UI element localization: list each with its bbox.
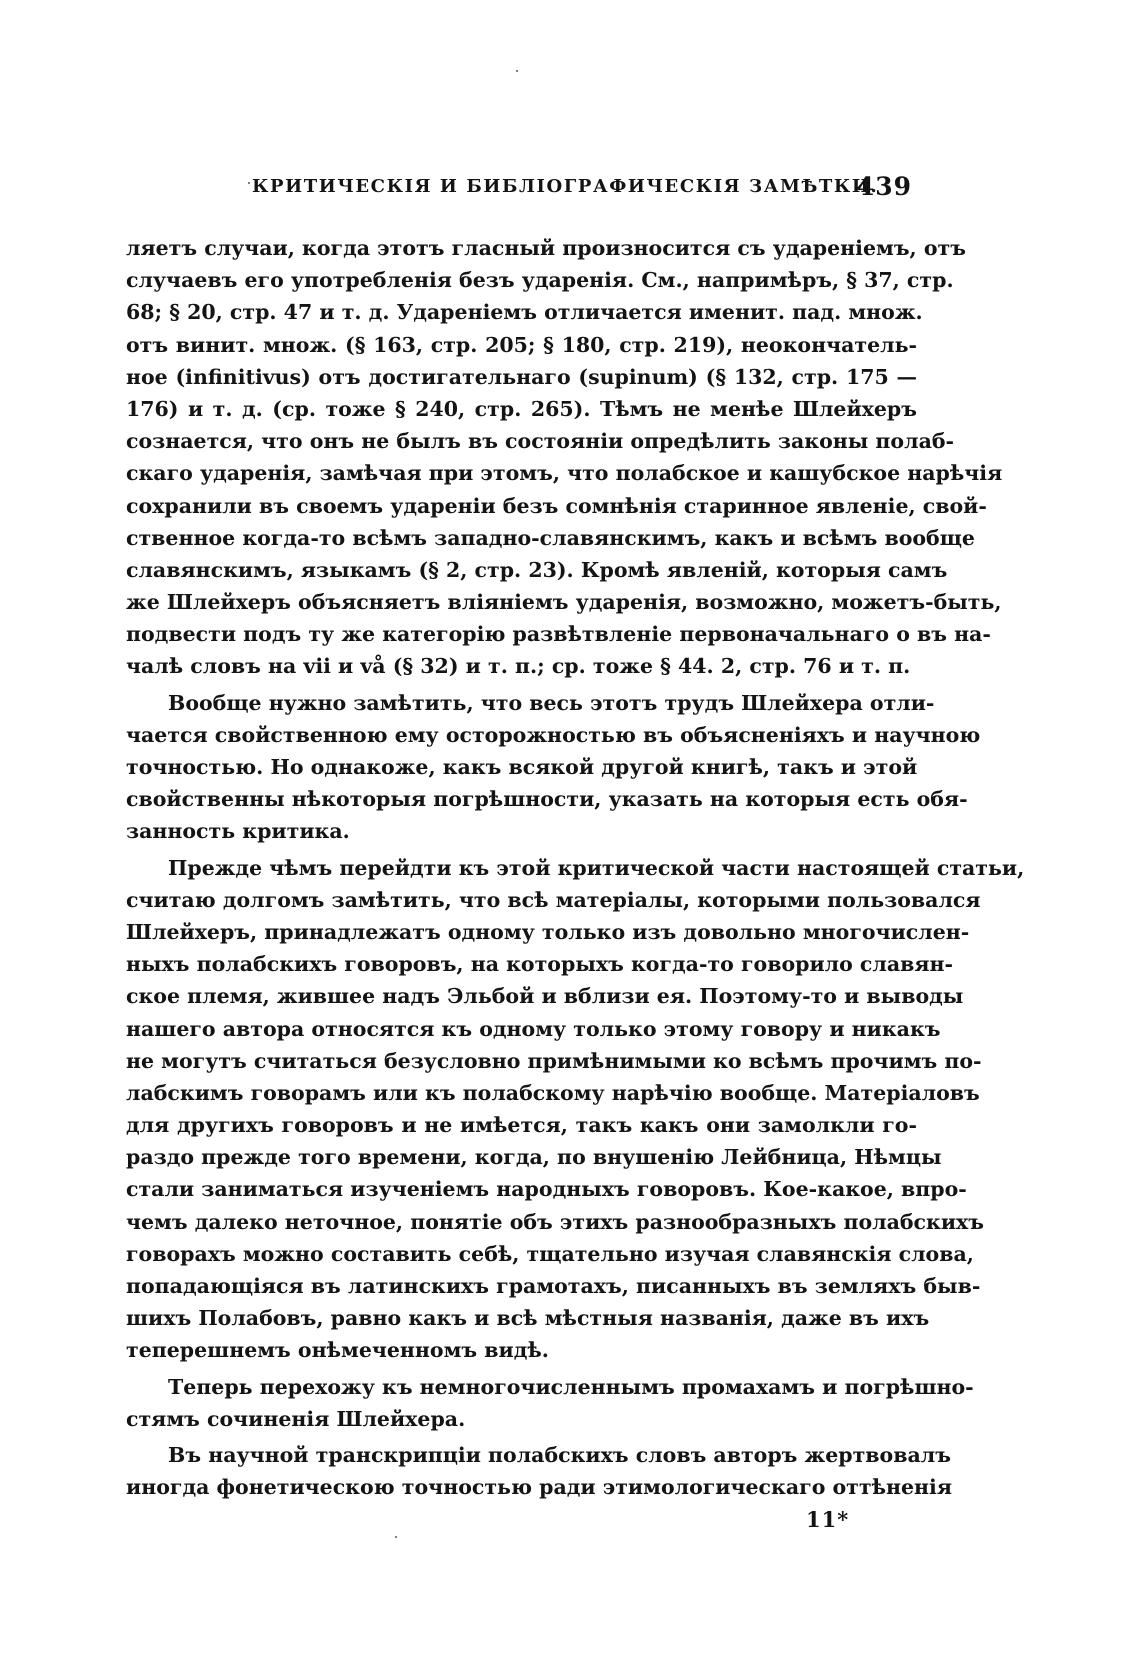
text-line: иногда фонетическою точностью ради этимологическаго оттѣненія xyxy=(126,1475,952,1500)
text-line: Въ научной транскрипціи полабскихъ словъ авторъ жертвовалъ xyxy=(168,1442,951,1467)
text-line: теперешнемъ онѣмеченномъ видѣ. xyxy=(126,1338,549,1363)
text-line: для другихъ говоровъ и не имѣется, такъ какъ они замолкли го- xyxy=(126,1113,917,1138)
text-line: ское племя, жившее надъ Эльбой и вблизи ея. Поэтому-то и выводы xyxy=(126,984,964,1009)
text-line: славянскимъ, языкамъ (§ 2, стр. 23). Кромѣ явленій, которыя самъ xyxy=(126,557,948,582)
text-line: занность критика. xyxy=(126,819,350,844)
text-line: ственное когда-то всѣмъ западно-славянскимъ, какъ и всѣмъ вообще xyxy=(126,525,975,550)
paragraph xyxy=(126,852,1025,1367)
paragraph xyxy=(126,687,981,848)
page-header xyxy=(242,172,912,204)
text-line: скаго ударенія, замѣчая при этомъ, что полабское и кашубское нарѣчія xyxy=(126,461,1003,486)
paper-speck xyxy=(395,1536,397,1538)
printer-signature: 11* xyxy=(806,1507,850,1532)
running-head: КРИТИЧЕСКІЯ И БИБЛІОГРАФИЧЕСКІЯ ЗАМѢТКИ. xyxy=(252,176,879,197)
text-line: нашего автора относятся къ одному только этому говору и никакъ xyxy=(126,1016,941,1041)
text-line: лабскимъ говорамъ или къ полабскому нарѣчію вообще. Матеріаловъ xyxy=(126,1080,980,1105)
text-line: ляетъ случаи, когда этотъ гласный произносится съ удареніемъ, отъ xyxy=(126,236,966,260)
text-line: стямъ сочиненія Шлейхера. xyxy=(126,1406,466,1431)
text-line: раздо прежде того времени, когда, по внушенію Лейбница, Нѣмцы xyxy=(126,1145,942,1170)
text-line: ное (infinitivus) отъ достигательнаго (supinum) (§ 132, стр. 175 — xyxy=(126,364,917,389)
text-line: случаевъ его употребленія безъ ударенія. См., напримѣръ, § 37, стр. xyxy=(126,268,954,293)
text-line: Шлейхеръ, принадлежатъ одному только изъ довольно многочислен- xyxy=(126,919,970,944)
paragraph xyxy=(126,1439,952,1503)
text-line: чается свойственною ему осторожностью въ объясненіяхъ и научною xyxy=(126,722,981,747)
text-line: точностью. Но однакоже, какъ всякой другой книгѣ, такъ и этой xyxy=(126,755,918,779)
text-line: Теперь перехожу къ немногочисленнымъ промахамъ и погрѣшно- xyxy=(168,1374,974,1399)
text-line: же Шлейхеръ объясняетъ вліяніемъ ударенія, возможно, можетъ-быть, xyxy=(126,590,1002,615)
text-line: сознается, что онъ не былъ въ состояніи опредѣлить законы полаб- xyxy=(126,429,955,454)
paragraph xyxy=(126,1371,974,1435)
text-line: подвести подъ ту же категорію развѣтвленіе первоначальнаго o въ на- xyxy=(126,622,991,647)
text-line: стали заниматься изученіемъ народныхъ говоровъ. Кое-какое, впро- xyxy=(126,1177,967,1202)
text-line: не могутъ считаться безусловно примѣнимыми ко всѣмъ прочимъ по- xyxy=(126,1048,982,1073)
text-line: отъ винит. множ. (§ 163, стр. 205; § 180, стр. 219), неокончатель- xyxy=(126,332,917,357)
page-number: 439 xyxy=(856,172,912,201)
text-line: шихъ Полабовъ, равно какъ и всѣ мѣстныя названія, даже въ ихъ xyxy=(126,1306,930,1331)
text-line: ныхъ полабскихъ говоровъ, на которыхъ когда-то говорило славян- xyxy=(126,952,954,977)
text-line: свойственны нѣкоторыя погрѣшности, указать на которыя есть обя- xyxy=(126,787,968,812)
text-line: 176) и т. д. (ср. тоже § 240, стр. 265). Тѣмъ не менѣе Шлейхеръ xyxy=(126,396,917,421)
body-text xyxy=(126,232,1025,1503)
paragraph xyxy=(126,232,1003,683)
text-line: 68; § 20, стр. 47 и т. д. Удареніемъ отличается именит. пад. множ. xyxy=(126,300,923,325)
text-line: чемъ далеко неточное, понятіе объ этихъ разнообразныхъ полабскихъ xyxy=(126,1209,984,1234)
text-line: считаю долгомъ замѣтить, что всѣ матеріалы, которыми пользовался xyxy=(126,887,981,912)
paper-speck xyxy=(516,70,518,72)
text-line: попадающіяся въ латинскихъ грамотахъ, писанныхъ въ земляхъ быв- xyxy=(126,1274,981,1298)
text-line: чалѣ словъ на vii и vå (§ 32) и т. п.; ср. тоже § 44. 2, стр. 76 и т. п. xyxy=(126,654,911,679)
text-line: Вообще нужно замѣтить, что весь этотъ трудъ Шлейхера отли- xyxy=(168,690,935,715)
paper-speck xyxy=(248,182,250,184)
text-line: сохранили въ своемъ удареніи безъ сомнѣнія старинное явленіе, свой- xyxy=(126,493,987,518)
text-line: говорахъ можно составить себѣ, тщательно изучая славянскія слова, xyxy=(126,1241,974,1266)
text-line: Прежде чѣмъ перейдти къ этой критической части настоящей статьи, xyxy=(168,855,1025,880)
